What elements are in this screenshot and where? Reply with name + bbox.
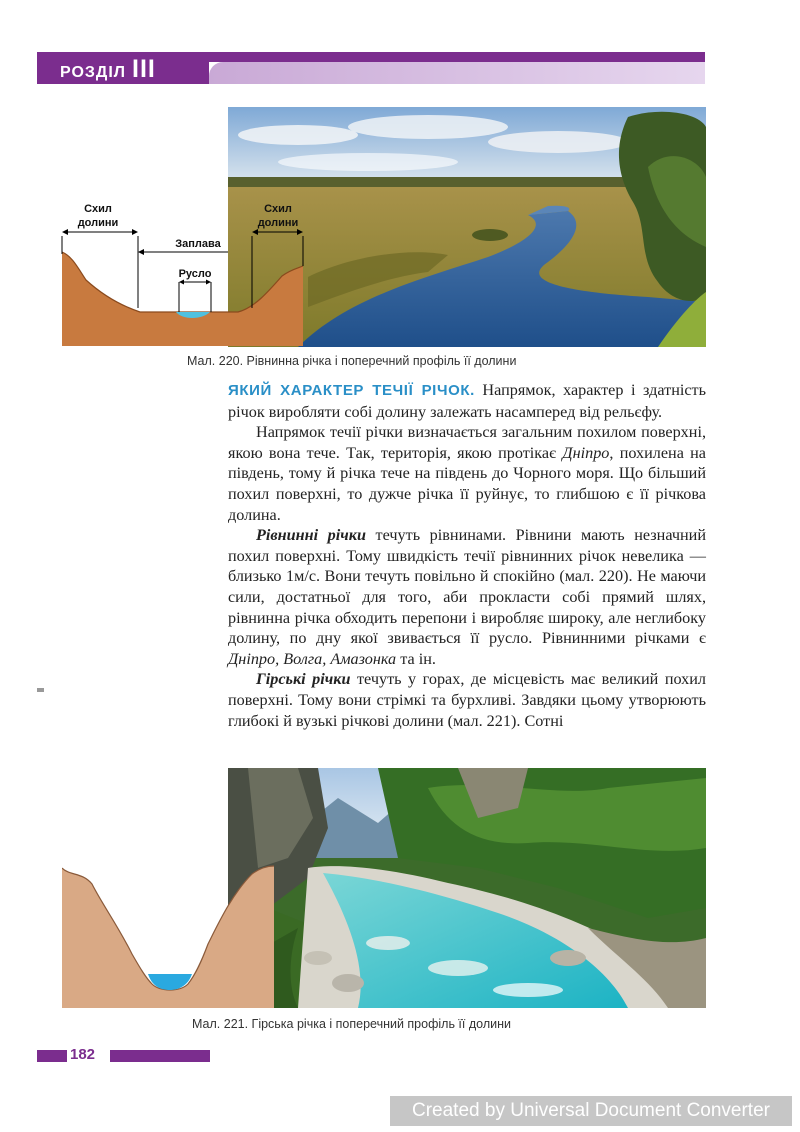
page-number: 182 [70,1046,96,1063]
plain-river-examples: Дніпро, Волга, Амазонка [228,649,397,668]
footer-bar-right [110,1050,210,1062]
section-heading: ЯКИЙ ХАРАКТЕР ТЕЧІЇ РІЧОК. [228,382,475,399]
channel-label: Русло [178,268,212,280]
paragraph-3: Рівнинні річки течуть рівнинами. Рівнини мають незначний похил поверхні. Тому швидкість течії рівнинних річок невелика — близько 1м/с. Вони течуть повільно й спокійно (мал. 220). Не маючи сили, достатньої для того, аби прокласти собі прямий шлях, рівнинна річка обходить перепони і виробляє широку, але неглибоку долину, по дну якої звивається її русло. Рівнинними річками є Дніпро, Волга, Амазонка та ін. [228,526,707,668]
header-light-band [209,62,705,84]
converter-watermark: Created by Universal Document Converter [390,1096,792,1126]
margin-mark [37,688,44,692]
term-plain-rivers: Рівнинні річки [256,526,366,545]
term-mountain-rivers: Гірські річки [256,670,351,689]
footer-bar-left [37,1050,67,1062]
section-title [60,55,156,83]
paragraph-1: ЯКИЙ ХАРАКТЕР ТЕЧІЇ РІЧОК. Напрямок, характер і здатність річок виробляти собі долину залежать насамперед від рельєфу. [228,381,706,421]
section-word: РОЗДІЛ [60,64,126,81]
slope-right-label-line2: долини [257,217,299,229]
section-number: III [132,55,156,83]
term-dnipro: Дніпро [562,443,610,462]
slope-left-label-line1: Схил [84,203,112,215]
mountain-valley-profile-diagram [62,864,274,1008]
slope-right-label-line1: Схил [264,203,292,215]
floodplain-label: Заплава [175,238,221,250]
body-text [228,380,706,731]
paragraph-4: Гірські річки течуть у горах, де місцевість має великий похил поверхні. Тому вони стрімкі та бурхливі. Завдяки цьому утворюють глибокі й вузькі річкові долини (мал. 221). Сотні [228,670,707,730]
slope-left-label-line2: долини [77,217,119,229]
paragraph-2: Напрямок течії річки визначається загальним похилом поверхні, якою вона тече. Так, територія, якою протікає Дніпро, похилена на південь, тому й річка тече на південь до Чорного моря. Що більший похил поверхні, то дужче річка її руйнує, то глибшою є її річкова долина. [228,423,706,524]
channel-marker [179,280,211,313]
plain-valley-profile-diagram [58,196,308,348]
mountain-river-photo [228,768,706,1008]
figure-220-caption: Мал. 220. Рівнинна річка і поперечний профіль її долини [187,354,517,368]
figure-221-caption: Мал. 221. Гірська річка і поперечний профіль її долини [192,1017,511,1031]
